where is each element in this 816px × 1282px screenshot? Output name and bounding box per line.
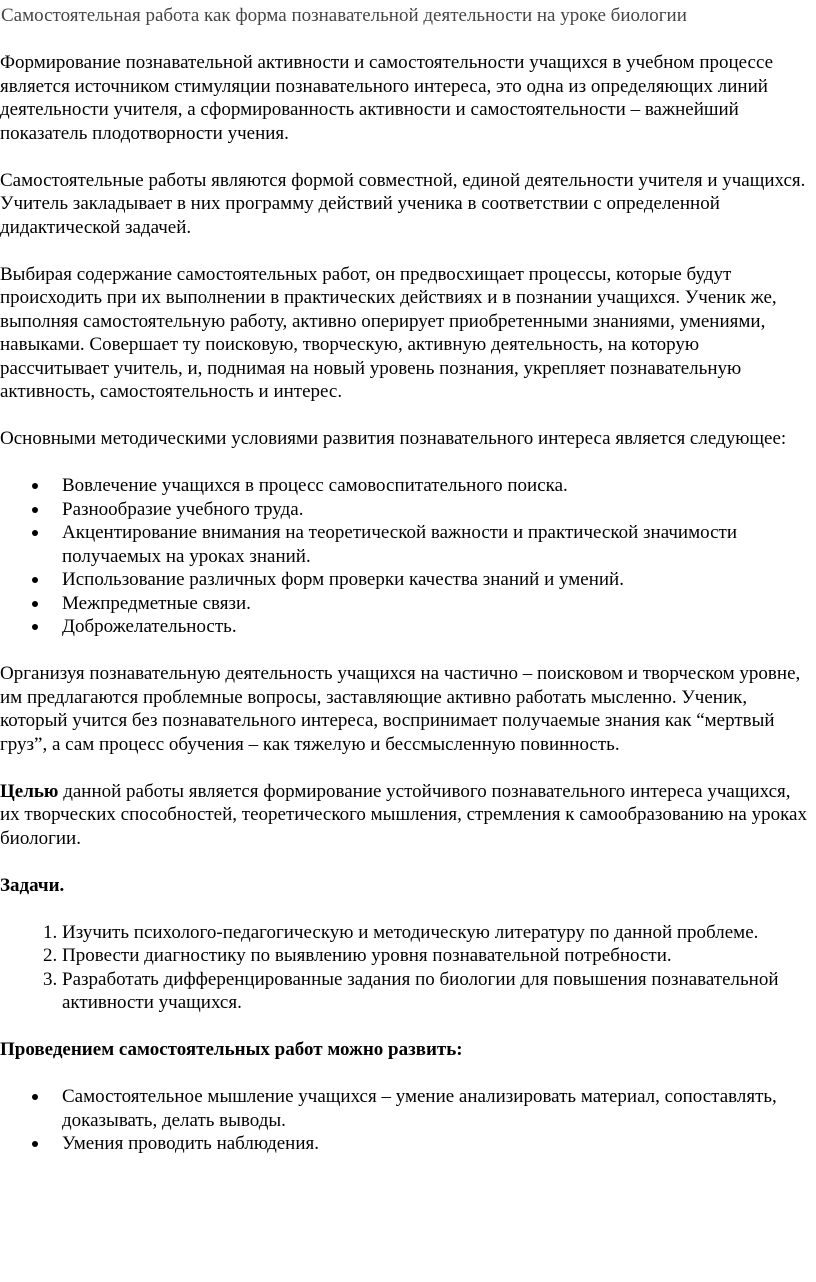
list-item: 1. Изучить психолого-педагогическую и методическую литературу по данной проблеме. [62, 921, 812, 945]
list-item: Доброжелательность. [62, 615, 812, 639]
paragraph-cognitive-activity: Формирование познавательной активности и самостоятельности учащихся в учебном процессе является источником стимуляции познавательного интереса, это одна из определяющих линий деятельности учителя, а сформированность активности и самостоятельности – важнейший показатель плодотворности учения. [0, 52, 774, 144]
paragraph-methodical-conditions: Основными методическими условиями развития познавательного интереса является следующее: [0, 428, 787, 449]
paragraph-goal [0, 780, 812, 851]
list-item: Межпредметные связи. [62, 592, 812, 616]
goal-label: Целью [0, 780, 59, 802]
paragraph-content-choice: Выбирая содержание самостоятельных работ, он предвосхищает процессы, которые будут происходить при их выполнении в практических действиях и в познании учащихся. Ученик же, выполняя самостоятельную работу, активно оперирует приобретенными знаниями, умениями, навыками. Совершает ту поисковую, творческую, активную деятельность, на которую рассчитывает учитель, и, поднимая на новый уровень познания, укрепляет познавательную активность, самостоятельность и интерес. [0, 263, 777, 402]
conditions-list [0, 474, 812, 639]
develop-list [0, 1085, 812, 1156]
develop-heading: Проведением самостоятельных работ можно развить: [0, 1039, 463, 1060]
paragraph-problem-questions: Организуя познавательную деятельность учащихся на частично – поисковом и творческом уровне, им предлагаются проблемные вопросы, заставляющие активно работать мысленно. Ученик, который учится без познавательного интереса, воспринимает получаемые знания как “мертвый груз”, а сам процесс обучения – как тяжелую и бессмысленную повинность. [0, 663, 801, 755]
paragraph-independent-work: Самостоятельные работы являются формой совместной, единой деятельности учителя и учащихся. Учитель закладывает в них программу действий ученика в соответствии с определенной дидактической задачей. [0, 169, 806, 238]
tasks-heading: Задачи. [0, 874, 65, 896]
list-item: Самостоятельное мышление учащихся – умение анализировать материал, сопоставлять, доказывать, делать выводы. [62, 1085, 812, 1132]
list-item: Разнообразие учебного труда. [62, 498, 812, 522]
list-item: Акцентирование внимания на теоретической важности и практической значимости получаемых на уроках знаний. [62, 521, 812, 568]
document-title: Самостоятельная работа как форма познавательной деятельности на уроке биологии [1, 5, 687, 26]
list-item: 3. Разработать дифференцированные задания по биологии для повышения познавательной активности учащихся. [62, 968, 812, 1015]
list-item: 2. Провести диагностику по выявлению уровня познавательной потребности. [62, 944, 812, 968]
goal-text: данной работы является формирование устойчивого познавательного интереса учащихся, их творческих способностей, теоретического мышления, стремления к самообразованию на уроках биологии. [0, 780, 807, 849]
list-item: Вовлечение учащихся в процесс самовоспитательного поиска. [62, 474, 812, 498]
tasks-list [0, 921, 812, 1015]
list-item: Использование различных форм проверки качества знаний и умений. [62, 568, 812, 592]
list-item: Умения проводить наблюдения. [62, 1132, 812, 1156]
